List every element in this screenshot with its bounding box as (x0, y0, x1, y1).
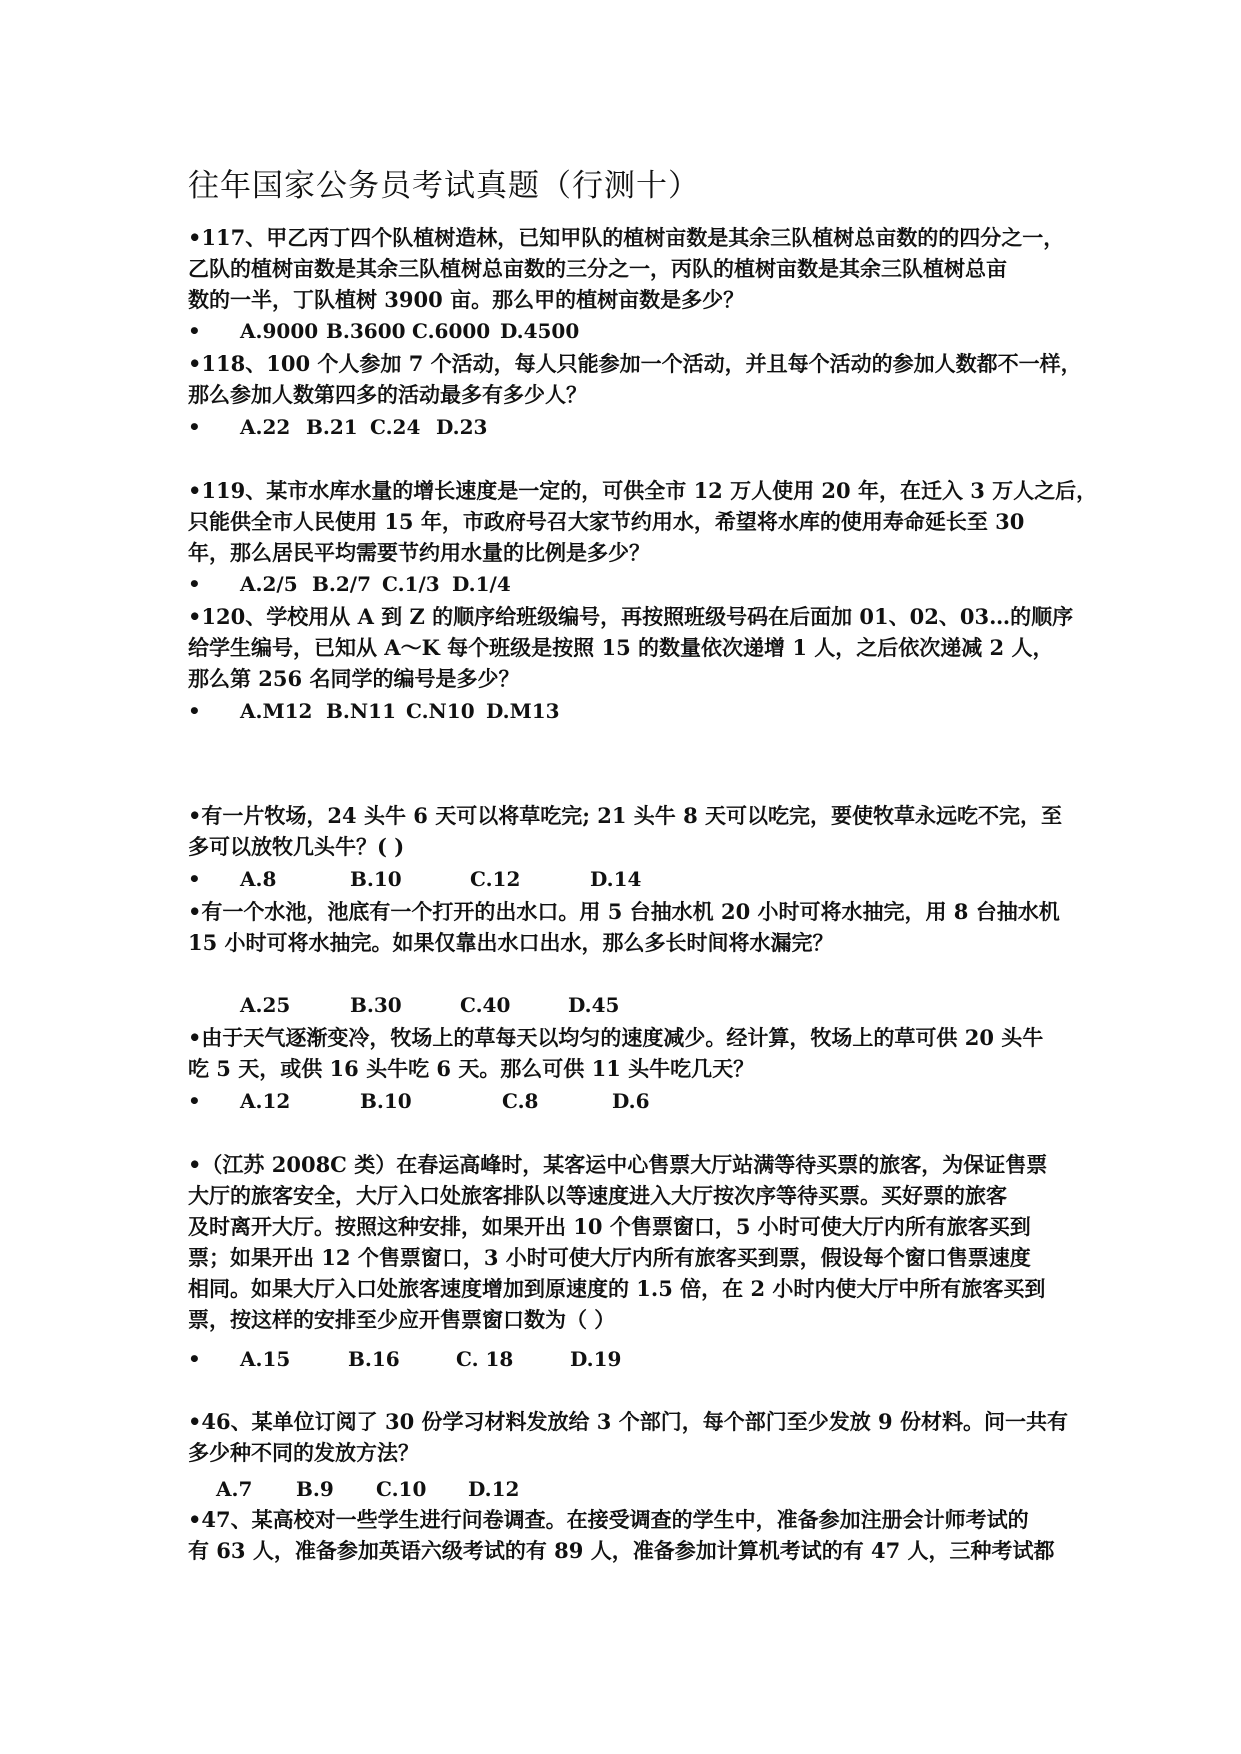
question-jiangsu-line-6: 票，按这样的安排至少应开售票窗口数为（ ） (188, 1307, 616, 1332)
option-a: A.12 (240, 1089, 291, 1113)
option-a: A.8 (240, 867, 277, 891)
option-c: C.6000 (412, 319, 491, 343)
option-bullet: • (188, 1089, 201, 1113)
option-d: D.14 (590, 867, 642, 891)
question-jiangsu-line-1: •（江苏 2008C 类）在春运高峰时，某客运中心售票大厅站满等待买票的旅客，为保证售票 (188, 1152, 1048, 1177)
option-bullet: • (188, 699, 201, 723)
question-pool-line-2: 15 小时可将水抽完。如果仅靠出水口出水，那么多长时间将水漏完？ (188, 930, 834, 955)
option-b: B.10 (360, 1089, 412, 1113)
question-pasture-line-2: 多可以放牧几头牛？( ) (188, 834, 405, 859)
page-title: 往年国家公务员考试真题（行测十） (188, 168, 700, 204)
option-bullet: • (188, 415, 201, 439)
option-a: A.25 (240, 993, 291, 1017)
option-c: C.N10 (406, 699, 475, 723)
question-119-line-1: •119、某市水库水量的增长速度是一定的，可供全市 12 万人使用 20 年，在迁入 3 万人之后， (188, 478, 1098, 503)
question-120-line-3: 那么第 256 名同学的编号是多少？ (188, 666, 520, 691)
question-120-line-1: •120、学校用从 A 到 Z 的顺序给班级编号，再按照班级号码在后面加 01、02、03…的顺序 (188, 604, 1074, 629)
option-c: C.24 (370, 415, 421, 439)
question-pool-line-1: •有一个水池，池底有一个打开的出水口。用 5 台抽水机 20 小时可将水抽完，用 8 台抽水机 (188, 899, 1060, 924)
option-b: B.2/7 (312, 572, 372, 596)
option-c: C.8 (502, 1089, 539, 1113)
option-bullet: • (188, 867, 201, 891)
option-d: D.1/4 (452, 572, 511, 596)
option-c: C. 18 (456, 1347, 514, 1371)
option-d: D.M13 (486, 699, 560, 723)
option-d: D.6 (612, 1089, 650, 1113)
question-jiangsu-line-4: 票；如果开出 12 个售票窗口，3 小时可使大厅内所有旅客买到票，假设每个窗口售票速度 (188, 1245, 1031, 1270)
question-119-line-3: 年，那么居民平均需要节约用水量的比例是多少？ (188, 540, 650, 565)
option-b: B.3600 (326, 319, 406, 343)
option-d: D.4500 (500, 319, 580, 343)
question-47-line-1: •47、某高校对一些学生进行问卷调查。在接受调查的学生中，准备参加注册会计师考试的 (188, 1507, 1029, 1532)
option-b: B.30 (350, 993, 402, 1017)
option-d: D.45 (568, 993, 620, 1017)
option-c: C.40 (460, 993, 511, 1017)
question-117-line-2: 乙队的植树亩数是其余三队植树总亩数的三分之一，丙队的植树亩数是其余三队植树总亩 (188, 256, 1007, 281)
option-a: A.M12 (240, 699, 313, 723)
option-bullet: • (188, 572, 201, 596)
option-a: A.22 (240, 415, 291, 439)
question-jiangsu-line-5: 相同。如果大厅入口处旅客速度增加到原速度的 1.5 倍，在 2 小时内使大厅中所有旅客买到 (188, 1276, 1046, 1301)
option-a: A.9000 (240, 319, 319, 343)
question-jiangsu-line-3: 及时离开大厅。按照这种安排，如果开出 10 个售票窗口，5 小时可使大厅内所有旅客买到 (188, 1214, 1031, 1239)
option-c: C.1/3 (382, 572, 440, 596)
option-c: C.12 (470, 867, 521, 891)
option-bullet: • (188, 319, 201, 343)
question-cold-line-2: 吃 5 天，或供 16 头牛吃 6 天。那么可供 11 头牛吃几天？ (188, 1056, 755, 1081)
option-d: D.23 (436, 415, 488, 439)
option-bullet: • (188, 1347, 201, 1371)
question-118-line-2: 那么参加人数第四多的活动最多有多少人？ (188, 382, 587, 407)
option-b: B.N11 (326, 699, 396, 723)
option-b: B.16 (348, 1347, 400, 1371)
question-120-line-2: 给学生编号，已知从 A～K 每个班级是按照 15 的数量依次递增 1 人，之后依次递减 2 人， (188, 635, 1054, 660)
option-b: B.21 (306, 415, 358, 439)
question-119-line-2: 只能供全市人民使用 15 年，市政府号召大家节约用水，希望将水库的使用寿命延长至 30 (188, 509, 1025, 534)
option-a: A.2/5 (240, 572, 298, 596)
question-47-line-2: 有 63 人，准备参加英语六级考试的有 89 人，准备参加计算机考试的有 47 人，三种考试都 (188, 1538, 1055, 1563)
question-117-line-3: 数的一半，丁队植树 3900 亩。那么甲的植树亩数是多少？ (188, 287, 745, 312)
question-117-line-1: •117、甲乙丙丁四个队植树造林，已知甲队的植树亩数是其余三队植树总亩数的的四分之一， (188, 225, 1065, 250)
question-118-line-1: •118、100 个人参加 7 个活动，每人只能参加一个活动，并且每个活动的参加人数都不一样， (188, 351, 1082, 376)
option-a: A.7 (216, 1477, 253, 1501)
question-cold-line-1: •由于天气逐渐变冷，牧场上的草每天以均匀的速度减少。经计算，牧场上的草可供 20 头牛 (188, 1025, 1044, 1050)
option-b: B.9 (296, 1477, 334, 1501)
option-b: B.10 (350, 867, 402, 891)
question-pasture-line-1: •有一片牧场，24 头牛 6 天可以将草吃完; 21 头牛 8 天可以吃完，要使牧草永远吃不完，至 (188, 803, 1063, 828)
option-c: C.10 (376, 1477, 427, 1501)
question-46-line-2: 多少种不同的发放方法？ (188, 1440, 419, 1465)
question-46-line-1: •46、某单位订阅了 30 份学习材料发放给 3 个部门，每个部门至少发放 9 份材料。问一共有 (188, 1409, 1068, 1434)
option-d: D.19 (570, 1347, 622, 1371)
question-jiangsu-line-2: 大厅的旅客安全，大厅入口处旅客排队以等速度进入大厅按次序等待买票。买好票的旅客 (188, 1183, 1007, 1208)
option-a: A.15 (240, 1347, 291, 1371)
option-d: D.12 (468, 1477, 520, 1501)
